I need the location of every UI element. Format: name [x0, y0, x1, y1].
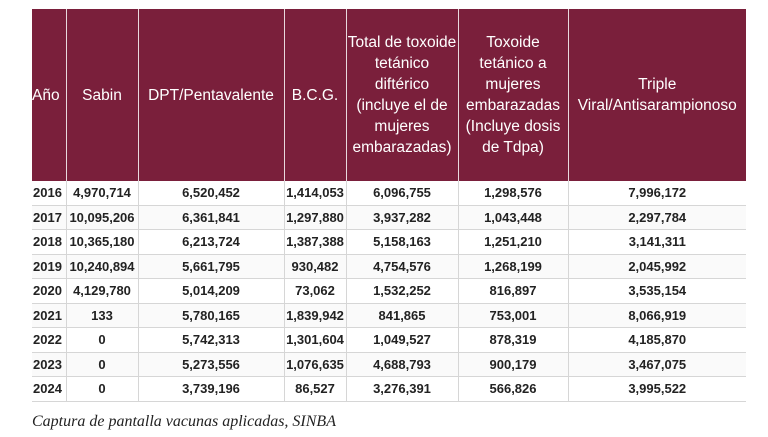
table-row — [32, 181, 746, 205]
vaccines-table-frame — [32, 9, 746, 409]
cell-sabin: 10,240,894 — [66, 254, 138, 279]
cell-bcg: 1,301,604 — [284, 328, 346, 353]
cell-total-toxoide: 1,532,252 — [346, 279, 458, 304]
cell-triple-viral: 4,185,870 — [568, 328, 746, 353]
cell-bcg: 1,414,053 — [284, 181, 346, 205]
cell-sabin: 4,970,714 — [66, 181, 138, 205]
table-row — [32, 352, 746, 377]
cell-sabin: 10,365,180 — [66, 230, 138, 255]
cell-total-toxoide: 4,688,793 — [346, 352, 458, 377]
cell-triple-viral: 3,141,311 — [568, 230, 746, 255]
header-total-toxoide: Total de toxoide tetánico diftérico (incluye el de mujeres embarazadas) — [346, 9, 458, 181]
vaccines-table — [32, 9, 746, 402]
cell-total-toxoide: 1,049,527 — [346, 328, 458, 353]
cell-dpt-pentavalente: 5,780,165 — [138, 303, 284, 328]
table-row — [32, 279, 746, 304]
cell-year: 2016 — [32, 181, 66, 205]
cell-sabin: 0 — [66, 352, 138, 377]
table-header — [32, 9, 746, 181]
cell-triple-viral: 3,995,522 — [568, 377, 746, 402]
header-triple-viral: Triple Viral/Antisarampionoso — [568, 9, 746, 181]
header-row — [32, 9, 746, 181]
cell-sabin: 0 — [66, 328, 138, 353]
cell-toxoide-embarazadas: 566,826 — [458, 377, 568, 402]
cell-bcg: 1,387,388 — [284, 230, 346, 255]
cell-toxoide-embarazadas: 753,001 — [458, 303, 568, 328]
cell-toxoide-embarazadas: 1,298,576 — [458, 181, 568, 205]
cell-sabin: 0 — [66, 377, 138, 402]
cell-toxoide-embarazadas: 1,043,448 — [458, 205, 568, 230]
cell-toxoide-embarazadas: 878,319 — [458, 328, 568, 353]
table-row — [32, 230, 746, 255]
cell-sabin: 4,129,780 — [66, 279, 138, 304]
cell-bcg: 930,482 — [284, 254, 346, 279]
cell-bcg: 73,062 — [284, 279, 346, 304]
table-row — [32, 254, 746, 279]
cell-dpt-pentavalente: 5,661,795 — [138, 254, 284, 279]
cell-dpt-pentavalente: 6,213,724 — [138, 230, 284, 255]
cell-triple-viral: 2,045,992 — [568, 254, 746, 279]
table-body — [32, 181, 746, 401]
header-bcg: B.C.G. — [284, 9, 346, 181]
image-caption: Captura de pantalla vacunas aplicadas, SINBA — [32, 413, 336, 430]
cell-dpt-pentavalente: 6,520,452 — [138, 181, 284, 205]
cell-year: 2023 — [32, 352, 66, 377]
cell-bcg: 86,527 — [284, 377, 346, 402]
cell-year: 2024 — [32, 377, 66, 402]
cell-total-toxoide: 5,158,163 — [346, 230, 458, 255]
cell-year: 2017 — [32, 205, 66, 230]
cell-bcg: 1,076,635 — [284, 352, 346, 377]
cell-triple-viral: 3,535,154 — [568, 279, 746, 304]
table-row — [32, 328, 746, 353]
cell-dpt-pentavalente: 5,273,556 — [138, 352, 284, 377]
table-row — [32, 205, 746, 230]
header-dpt-pentavalente: DPT/Pentavalente — [138, 9, 284, 181]
header-year: Año — [32, 9, 66, 181]
cell-triple-viral: 2,297,784 — [568, 205, 746, 230]
header-toxoide-embarazadas: Toxoide tetánico a mujeres embarazadas (Incluye dosis de Tdpa) — [458, 9, 568, 181]
table-row — [32, 377, 746, 402]
cell-total-toxoide: 3,276,391 — [346, 377, 458, 402]
cell-triple-viral: 8,066,919 — [568, 303, 746, 328]
cell-bcg: 1,297,880 — [284, 205, 346, 230]
cell-toxoide-embarazadas: 900,179 — [458, 352, 568, 377]
cell-triple-viral: 3,467,075 — [568, 352, 746, 377]
cell-total-toxoide: 841,865 — [346, 303, 458, 328]
cell-year: 2022 — [32, 328, 66, 353]
cell-toxoide-embarazadas: 1,251,210 — [458, 230, 568, 255]
cell-dpt-pentavalente: 5,742,313 — [138, 328, 284, 353]
cell-year: 2018 — [32, 230, 66, 255]
cell-dpt-pentavalente: 6,361,841 — [138, 205, 284, 230]
cell-bcg: 1,839,942 — [284, 303, 346, 328]
table-row — [32, 303, 746, 328]
cell-total-toxoide: 6,096,755 — [346, 181, 458, 205]
cell-total-toxoide: 4,754,576 — [346, 254, 458, 279]
cell-sabin: 133 — [66, 303, 138, 328]
cell-dpt-pentavalente: 3,739,196 — [138, 377, 284, 402]
cell-total-toxoide: 3,937,282 — [346, 205, 458, 230]
cell-year: 2019 — [32, 254, 66, 279]
cell-year: 2021 — [32, 303, 66, 328]
cell-toxoide-embarazadas: 816,897 — [458, 279, 568, 304]
cell-toxoide-embarazadas: 1,268,199 — [458, 254, 568, 279]
header-sabin: Sabin — [66, 9, 138, 181]
cell-year: 2020 — [32, 279, 66, 304]
cell-triple-viral: 7,996,172 — [568, 181, 746, 205]
cell-sabin: 10,095,206 — [66, 205, 138, 230]
cell-dpt-pentavalente: 5,014,209 — [138, 279, 284, 304]
